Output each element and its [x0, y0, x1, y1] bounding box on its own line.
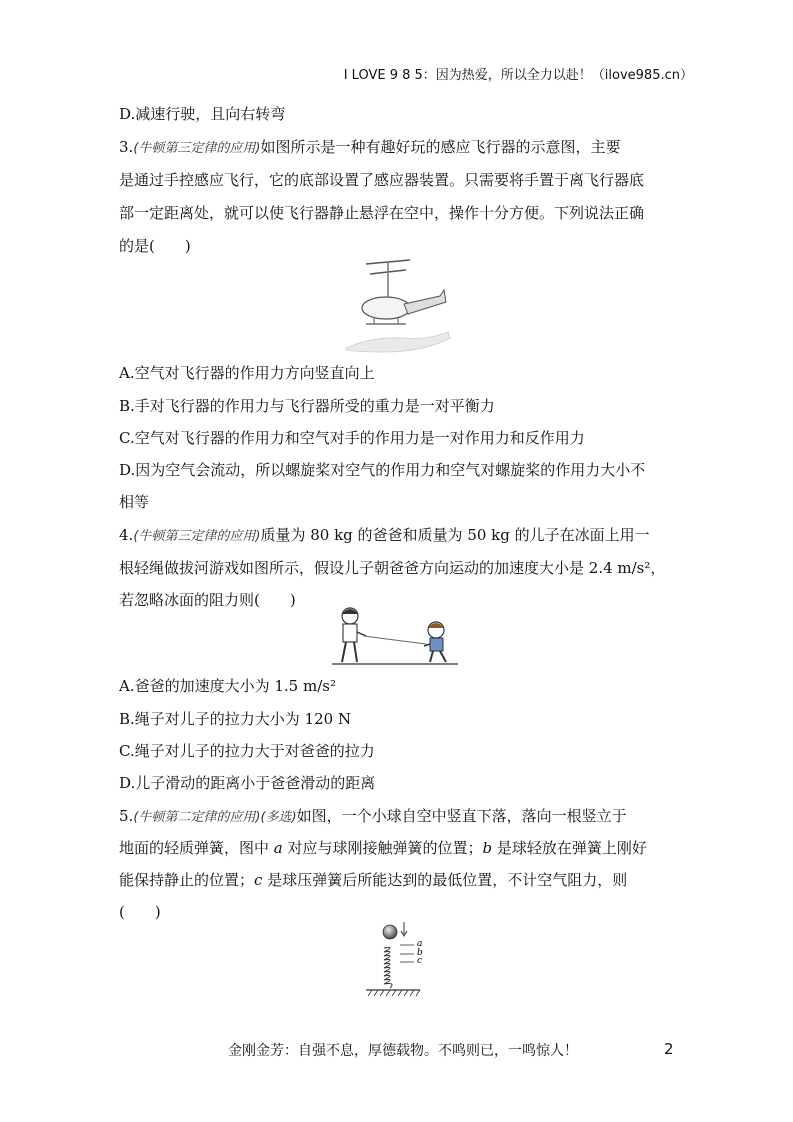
q4-line-3: 若忽略冰面的阻力则( )	[119, 591, 296, 609]
tug-of-war-figure	[330, 604, 460, 666]
q3-line-4: 的是( )	[119, 237, 191, 255]
q4-option-c: C.绳子对儿子的拉力大于对爸爸的拉力	[119, 742, 375, 760]
q3-option-b: B.手对飞行器的作用力与飞行器所受的重力是一对平衡力	[119, 397, 495, 415]
var-b: b	[482, 839, 493, 857]
q3-stem: 如图所示是一种有趣好玩的感应飞行器的示意图，主要	[260, 138, 621, 156]
q3-tag: (牛顿第三定律的应用)	[133, 141, 261, 156]
q5-stem: 如图，一个小球自空中竖直下落，落向一根竖立于	[296, 807, 627, 825]
q5-line-4: ( )	[119, 903, 161, 921]
q3-line-2: 是通过手控感应飞行，它的底部设置了感应器装置。只需要将手置于离飞行器底	[119, 171, 645, 189]
ball-spring-figure	[362, 918, 432, 998]
q3-number: 3.	[119, 138, 134, 156]
q3-option-a: A.空气对飞行器的作用力方向竖直向上	[119, 364, 375, 382]
q5-text: 能保持静止的位置；	[119, 871, 255, 889]
var-a: a	[273, 839, 283, 857]
q4-line-2: 根轻绳做拔河游戏如图所示，假设儿子朝爸爸方向运动的加速度大小是 2.4 m/s²，	[119, 559, 666, 577]
fig-label-a: a	[417, 939, 423, 949]
q5-multi-tag: (多选)	[260, 810, 297, 825]
q3-option-d-cont: 相等	[119, 493, 150, 511]
page-footer: 金刚金芳：自强不息，厚德载物。不鸣则已，一鸣惊人！	[228, 1043, 578, 1059]
q4-line-1	[119, 525, 650, 547]
q5-text: 是球轻放在弹簧上刚好	[492, 839, 647, 857]
q4-number: 4.	[119, 526, 134, 544]
page-header: I LOVE 9 8 5：因为热爱，所以全力以赴！（ilove985.cn）	[343, 68, 693, 83]
q5-line-2	[119, 838, 647, 858]
q4-option-d: D.儿子滑动的距离小于爸爸滑动的距离	[119, 774, 376, 792]
q3-line-1	[119, 137, 620, 159]
q3-line-3: 部一定距离处，就可以使飞行器静止悬浮在空中，操作十分方便。下列说法正确	[119, 204, 645, 222]
q5-text: 是球压弹簧后所能达到的最低位置，不计空气阻力，则	[262, 871, 628, 889]
fig-label-c: c	[417, 956, 423, 966]
q5-line-1	[119, 806, 627, 828]
var-c: c	[254, 871, 263, 889]
q5-text: 地面的轻质弹簧，图中	[119, 839, 274, 857]
prev-option-d: D.减速行驶，且向右转弯	[119, 105, 286, 123]
q5-tag: (牛顿第二定律的应用)	[133, 810, 261, 825]
q3-option-c: C.空气对飞行器的作用力和空气对手的作用力是一对作用力和反作用力	[119, 429, 585, 447]
q4-option-b: B.绳子对儿子的拉力大小为 120 N	[119, 710, 352, 728]
q3-option-d: D.因为空气会流动，所以螺旋桨对空气的作用力和空气对螺旋桨的作用力大小不	[119, 461, 646, 479]
page-number: 2	[664, 1040, 674, 1058]
q4-tag: (牛顿第三定律的应用)	[133, 529, 261, 544]
q4-stem: 质量为 80 kg 的爸爸和质量为 50 kg 的儿子在冰面上用一	[260, 526, 650, 544]
q5-text: 对应与球刚接触弹簧的位置；	[282, 839, 483, 857]
q5-number: 5.	[119, 807, 134, 825]
helicopter-hand-figure	[344, 258, 454, 354]
fig-label-b: b	[417, 948, 423, 958]
q5-line-3	[119, 870, 627, 890]
q4-option-a: A.爸爸的加速度大小为 1.5 m/s²	[119, 677, 336, 695]
